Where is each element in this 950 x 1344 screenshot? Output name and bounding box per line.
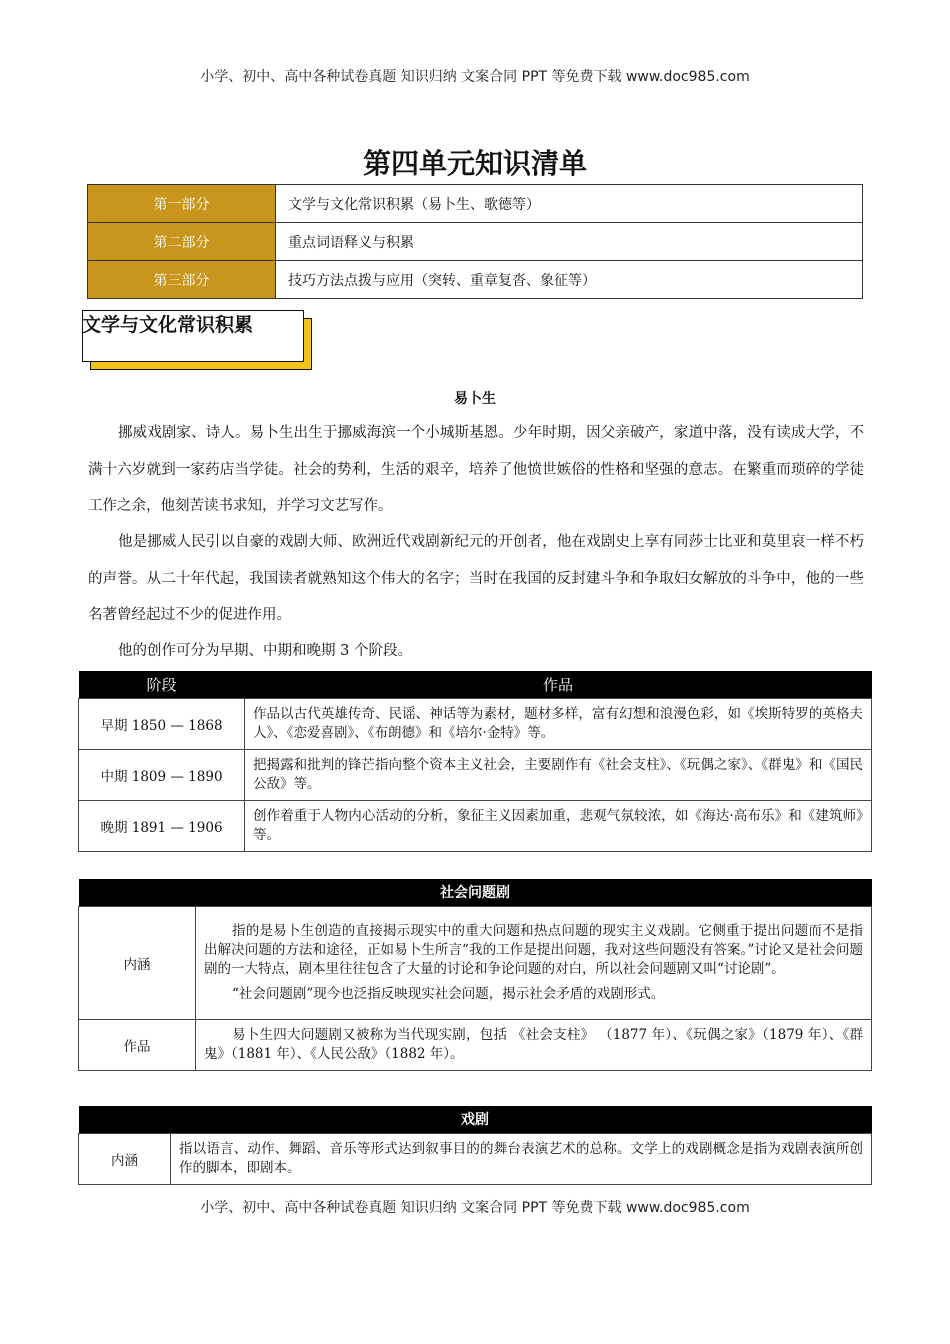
works-cell: 创作着重于人物内心活动的分析，象征主义因素加重，悲观气氛较浓，如《海达·高布乐》和《建筑师》等。 [245,800,872,851]
works-cell: 作品以古代英雄传奇、民谣、神话等为素材，题材多样，富有幻想和浪漫色彩，如《埃斯特罗的英格夫人》、《恋爱喜剧》、《布朗德》和《培尔·金特》等。 [245,698,872,749]
table-row [88,223,863,261]
works-cell: 把揭露和批判的锋芒指向整个资本主义社会，主要剧作有《社会支柱》、《玩偶之家》、《群鬼》和《国民公敌》等。 [245,749,872,800]
table-title: 戏剧 [79,1106,872,1133]
content-text: “社会问题剧”现今也泛指反映现实社会问题，揭示社会矛盾的戏剧形式。 [232,985,665,1002]
part-value: 文学与文化常识积累（易卜生、歌德等） [276,185,863,223]
table-row [79,698,872,749]
table-row [79,1133,872,1184]
table-row [79,1019,872,1070]
section-banner [82,310,314,372]
part-value: 重点词语释义与积累 [276,223,863,261]
page-header: 小学、初中、高中各种试卷真题 知识归纳 文案合同 PPT 等免费下载 www.doc985.com [200,69,750,85]
part-label: 第一部分 [88,185,276,223]
stage-cell: 早期 1850 — 1868 [79,698,245,749]
table-row [79,800,872,851]
paragraph: 他是挪威人民引以自豪的戏剧大师、欧洲近代戏剧新纪元的开创者，他在戏剧史上享有同莎士比亚和莫里哀一样不朽的声誉。从二十年代起，我国读者就熟知这个伟大的名字；当时在我国的反封建斗争和争取妇女解放的斗争中，他的一些名著曾经起过不少的促进作用。 [88,534,864,623]
row-label: 作品 [79,1019,196,1070]
table-row [79,749,872,800]
subheading: 易卜生 [454,391,496,407]
paragraph: 挪威戏剧家、诗人。易卜生出生于挪威海滨一个小城斯基恩。少年时期，因父亲破产，家道中落，没有读成大学，不满十六岁就到一家药店当学徒。社会的势利，生活的艰辛，培养了他愤世嫉俗的性格和坚强的意志。在繁重而琐碎的学徒工作之余，他刻苦读书求知，并学习文艺写作。 [88,425,864,514]
row-content [196,1019,872,1070]
stage-cell: 中期 1809 — 1890 [79,749,245,800]
table-title: 社会问题剧 [79,879,872,906]
table-row [79,906,872,1019]
paragraph: 他的创作可分为早期、中期和晚期 3 个阶段。 [118,643,412,659]
row-content: 指以语言、动作、舞蹈、音乐等形式达到叙事目的的舞台表演艺术的总称。文学上的戏剧概念是指为戏剧表演所创作的脚本，即剧本。 [171,1133,872,1184]
drama-table [78,1106,872,1185]
parts-table [87,184,863,299]
part-label: 第二部分 [88,223,276,261]
page-title: 第四单元知识清单 [362,147,587,180]
table-header-row [79,671,872,698]
row-label: 内涵 [79,906,196,1019]
content-text: 指的是易卜生创造的直接揭示现实中的重大问题和热点问题的现实主义戏剧。它侧重于提出问题而不是指出解决问题的方法和途径，正如易卜生所言“我的工作是提出问题，我对这些问题没有答案。”讨论又是社会问题剧的一大特点，剧本里往往包含了大量的讨论和争论问题的对白，所以社会问题剧又叫“讨论剧”。 [204,922,863,977]
column-header: 作品 [245,671,872,698]
table-row [88,185,863,223]
table-row [88,261,863,299]
row-content [196,906,872,1019]
part-label: 第三部分 [88,261,276,299]
banner-text: 文学与文化常识积累 [82,314,254,336]
content-text: 易卜生四大问题剧又被称为当代现实剧，包括 《社会支柱》 （1877 年）、《玩偶之家》（1879 年）、《群鬼》（1881 年）、《人民公敌》（1882 年）。 [204,1026,863,1062]
social-problem-table [78,879,872,1071]
part-value: 技巧方法点拨与应用（突转、重章复沓、象征等） [276,261,863,299]
stage-cell: 晚期 1891 — 1906 [79,800,245,851]
table-header-row [79,879,872,906]
row-label: 内涵 [79,1133,171,1184]
column-header: 阶段 [79,671,245,698]
stages-table [78,671,872,852]
page-footer: 小学、初中、高中各种试卷真题 知识归纳 文案合同 PPT 等免费下载 www.doc985.com [200,1200,750,1216]
table-header-row [79,1106,872,1133]
